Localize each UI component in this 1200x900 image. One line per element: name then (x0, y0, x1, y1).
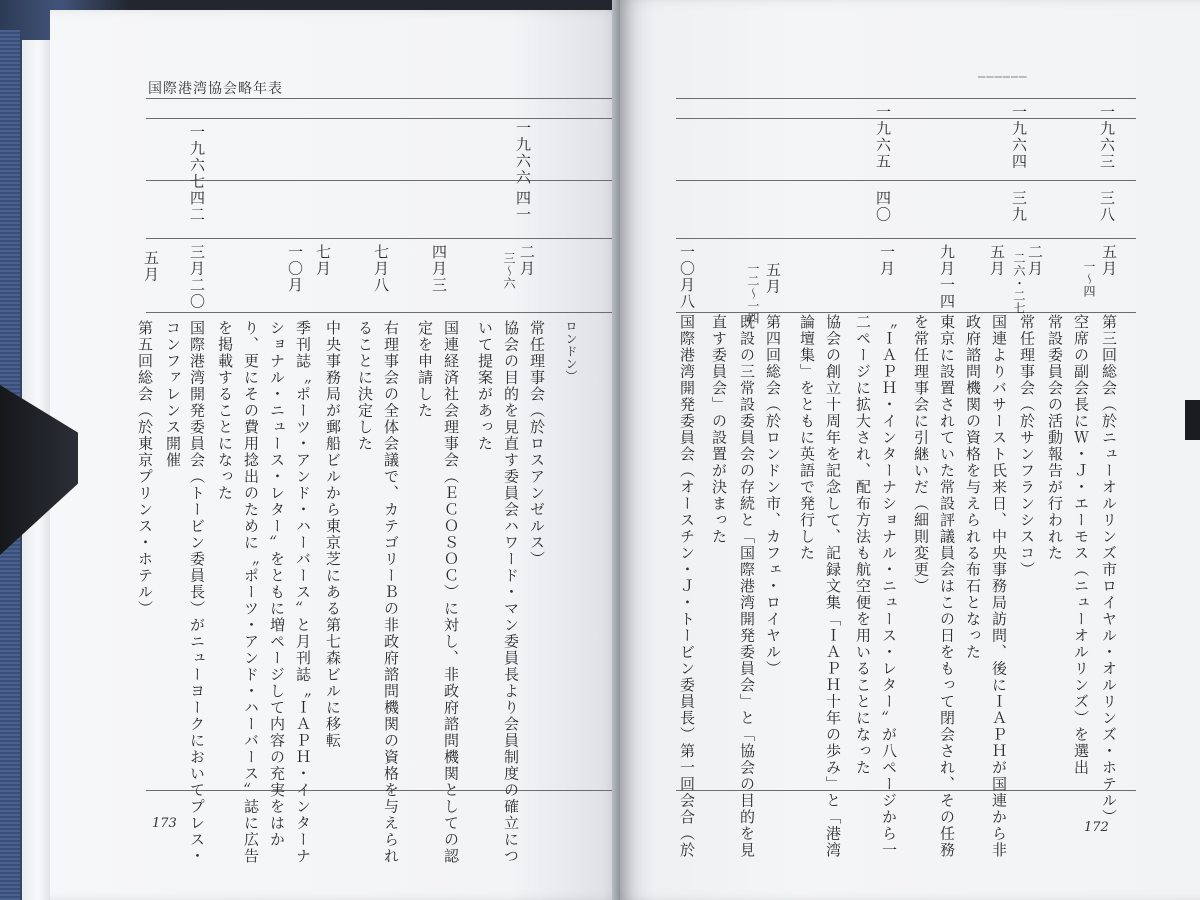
year-kanji: 一九六三 (1098, 104, 1116, 170)
entry-text: 協会の創立十周年を記念して、記録文集「ＩＡＰＨ十年の歩み」と「港湾 (824, 314, 842, 859)
entry-date: 七月 (314, 244, 332, 277)
entry-text: 常任理事会（於サンフランシスコ） (1018, 314, 1036, 578)
entry-date: 一〇月 (286, 244, 304, 294)
entry-date: 三月二〇 (188, 244, 206, 310)
entry-text: ることに決定した (356, 320, 374, 452)
entry-text: 東京に設置されていた常設評議員会はこの日をもって閉会され、その任務 (938, 314, 956, 859)
entry-date: 一〇月八 (678, 244, 696, 310)
year-kanji: 一九六七 (188, 124, 206, 190)
entry-date: 五月 (142, 250, 160, 283)
entry-text: を掲載することになった (216, 320, 234, 502)
year-kanji: 一九六五 (874, 104, 892, 170)
entry-date: 三〜六 (502, 252, 516, 290)
entry-date: 五月 (1100, 244, 1118, 277)
entry-text: 国際港湾開発委員会（オースチン・Ｊ・トービン委員長）第一回会合（於 (678, 314, 696, 859)
entry-text: 二ページに拡大され、配布方法も航空便を用いることになった (854, 314, 872, 776)
entry-text: 第三回総会（於ニューオルリンズ市ロイヤル・オルリンズ・ホテル） (1100, 314, 1118, 826)
entry-text: を常任理事会に引継いだ（細則変更） (912, 314, 930, 595)
entry-date: 一二〜一四 (746, 262, 760, 325)
entry-text: 中央事務局が郵船ビルから東京芝にある第七森ビルに移転 (324, 320, 342, 749)
entry-text: ロンドン） (564, 320, 578, 383)
entry-date: 一月 (878, 244, 896, 277)
showa-year: 四〇 (874, 190, 892, 223)
entry-text: 第四回総会（於ロンドン市、カフェ・ロイヤル） (764, 314, 782, 677)
entry-text: 論壇集」をともに英語で発行した (798, 314, 816, 562)
entry-text: 既設の三常設委員会の存続と「国際港湾開発委員会」と「協会の目的を見 (738, 314, 756, 859)
entry-text: 〝ＩＡＰＨ・インターナショナル・ニュース・レター〟が八ページから一 (880, 314, 898, 859)
entry-text: り、更にその費用捻出のために〝ポーツ・アンド・ハーバース〟誌に広告 (242, 320, 260, 865)
entry-text: 右理事会の全体会議で、カテゴリーＢの非政府諮問機関の資格を与えられ (382, 320, 400, 865)
show-through-header: ━━━━━━ (978, 70, 1028, 84)
entry-text: 政府諮問機関の資格を与えられる布石となった (964, 314, 982, 661)
showa-year: 四一 (514, 190, 532, 223)
entry-text: 協会の目的を見直す委員会ハワード・マン委員長より会員制度の確立につ (502, 320, 520, 865)
year-rule (146, 180, 614, 181)
entry-date: 九月一四 (938, 244, 956, 310)
entry-text: 直す委員会」の設置が決まった (710, 314, 728, 545)
entry-text: 季刊誌〝ポーツ・アンド・ハーバース〟と月刊誌〝ＩＡＰＨ・インターナ (294, 320, 312, 865)
table-top-rule (676, 118, 1136, 119)
entry-text: 常任理事会（於ロスアンゼルス） (528, 320, 546, 568)
header-rule (146, 98, 614, 99)
showa-rule (146, 238, 614, 239)
entry-date: 一〜四 (1082, 260, 1096, 298)
showa-year: 三九 (1010, 190, 1028, 223)
entry-text: 空席の副会長にＷ・Ｊ・エーモス（ニューオルリンズ）を選出 (1072, 314, 1090, 776)
header-rule (676, 98, 1136, 99)
entry-text: 第五回総会（於東京プリンス・ホテル） (136, 320, 154, 617)
showa-year: 四二 (188, 190, 206, 223)
entry-date: 二月 (518, 244, 536, 277)
entry-date: 二月 (1026, 244, 1044, 277)
entry-date: 七月八 (372, 244, 390, 294)
page-number: 172 (1084, 820, 1109, 835)
entry-text: コンファレンス開催 (164, 320, 182, 469)
entry-text: 国連よりバサースト氏来日、中央事務局訪問、後にＩＡＰＨが国連から非 (990, 314, 1008, 859)
showa-rule (676, 238, 1136, 239)
year-rule (676, 180, 1136, 181)
year-kanji: 一九六四 (1010, 104, 1028, 170)
entry-date: 五月 (988, 244, 1006, 277)
entry-date: 四月三 (430, 244, 448, 294)
showa-year: 三八 (1098, 190, 1116, 223)
table-top-rule (146, 118, 614, 119)
page-clip-object (1185, 400, 1200, 440)
year-kanji: 一九六六 (514, 120, 532, 186)
entry-text: 定を申請した (416, 320, 434, 419)
entry-text: 常設委員会の活動報告が行われた (1046, 314, 1064, 562)
entry-text: 国連経済社会理事会（ＥＣＯＳＯＣ）に対し、非政府諮問機関としての認 (442, 320, 460, 865)
entry-date: 二六・二七 (1012, 252, 1026, 315)
date-rule (146, 312, 614, 313)
page-number: 173 (152, 816, 177, 831)
entry-text: いて提案があった (476, 320, 494, 452)
entry-date: 五月 (764, 262, 782, 295)
running-header: 国際港湾協会略年表 (148, 81, 283, 97)
entry-text: ショナル・ニュース・レター〟をともに増ページして内容の充実をはか (268, 320, 286, 848)
entry-text: 国際港湾開発委員会（トービン委員長）がニューヨークにおいてプレス・ (188, 320, 206, 865)
